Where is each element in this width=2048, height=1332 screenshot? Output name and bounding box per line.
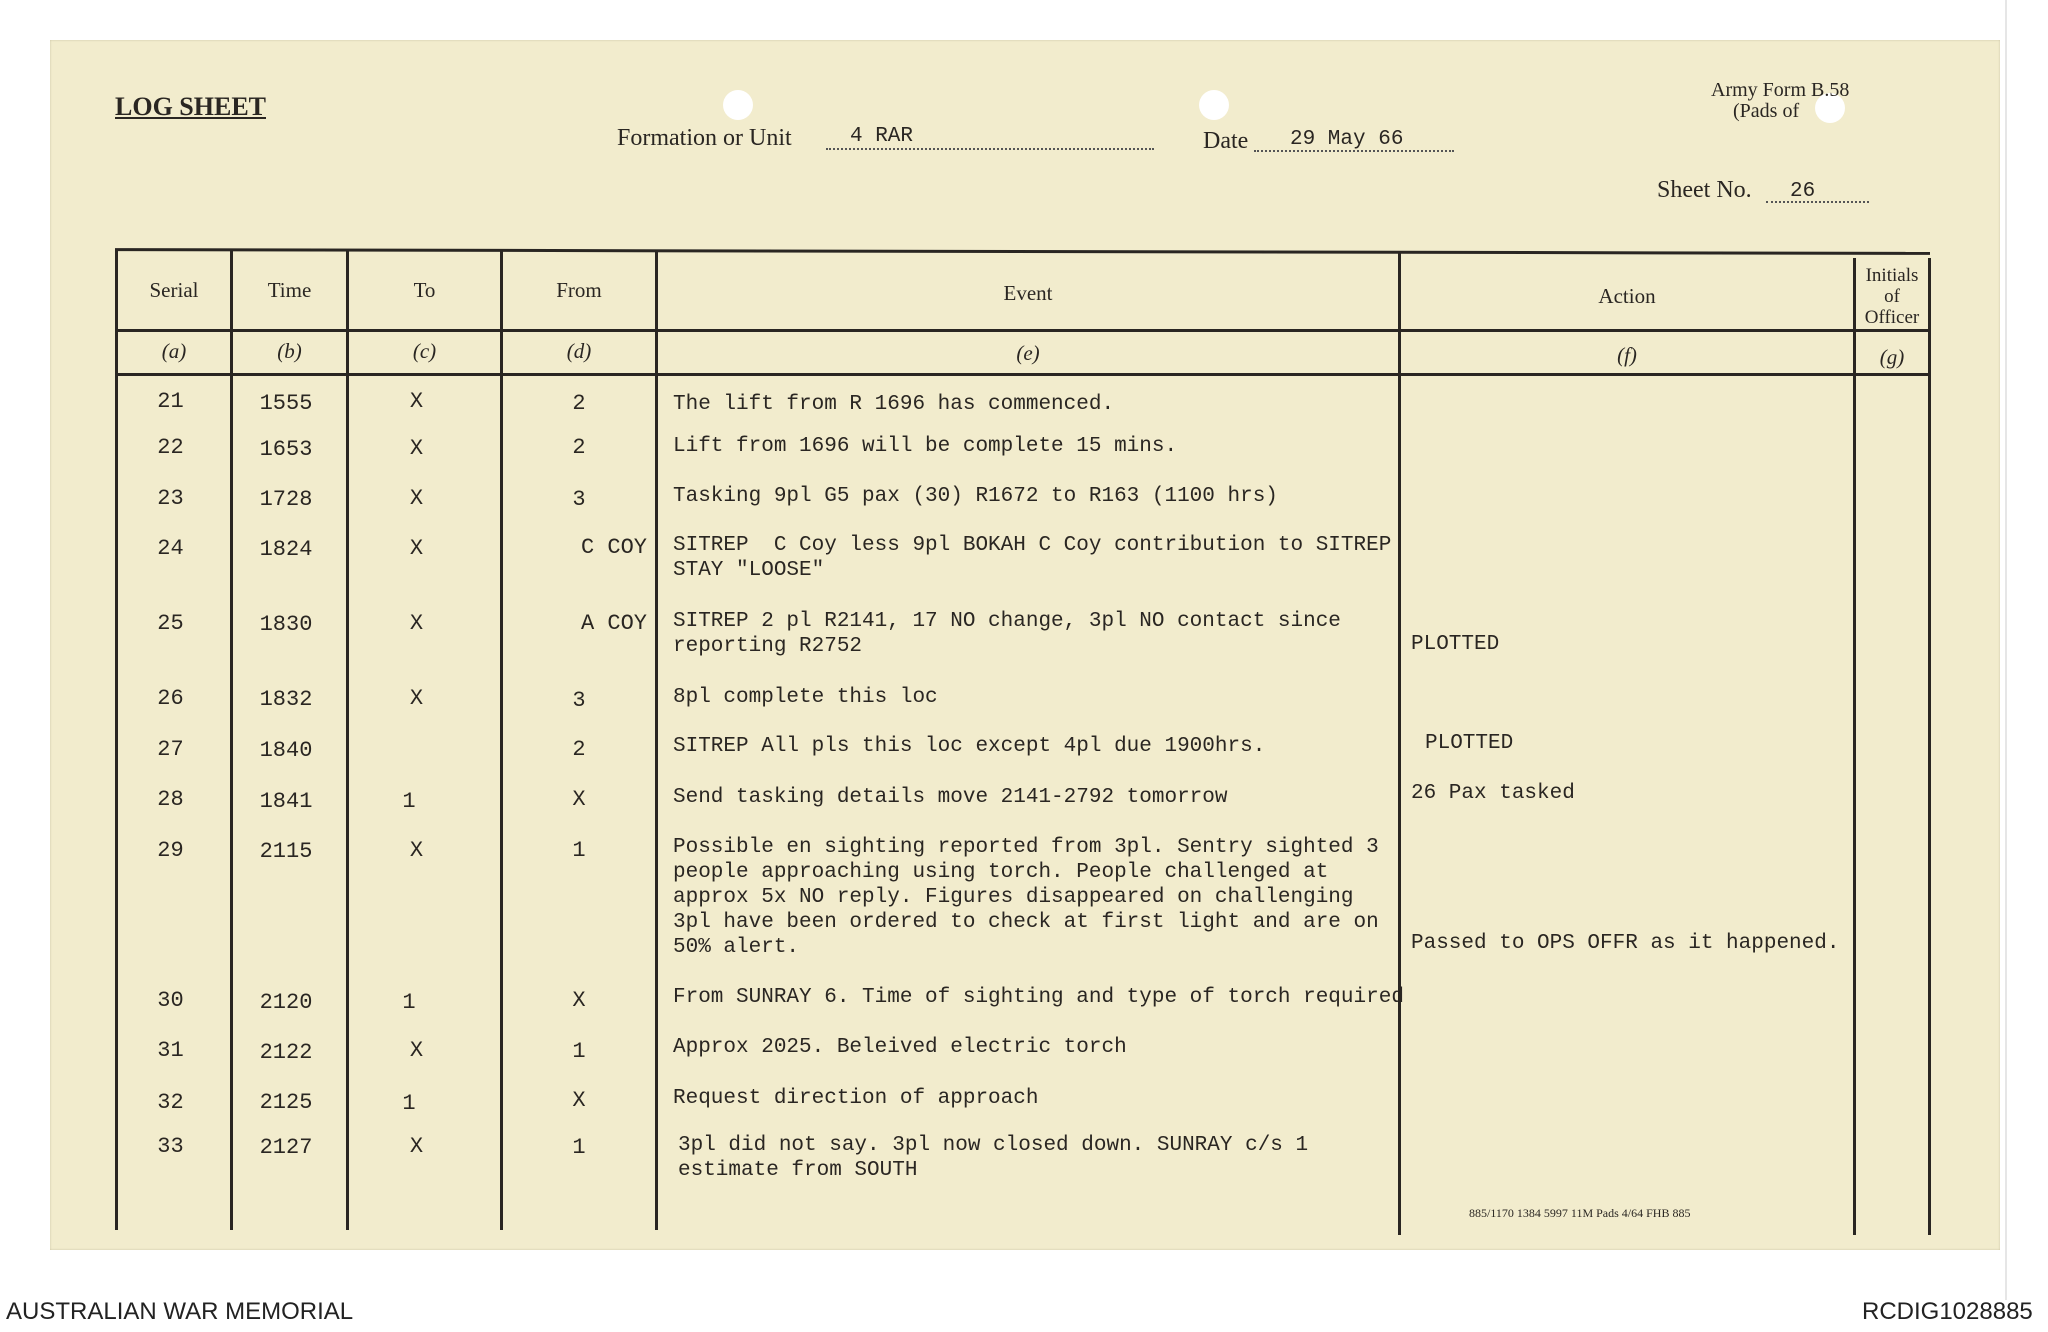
row-33-time: 2127 xyxy=(259,1135,313,1160)
row-21-event: The lift from R 1696 has commenced. xyxy=(673,393,1115,416)
table-header-rule xyxy=(115,329,1930,332)
row-30-time: 2120 xyxy=(259,990,313,1015)
row-27-from: 2 xyxy=(572,737,586,762)
row-30-to: 1 xyxy=(402,990,416,1015)
col-header-to: To xyxy=(413,278,436,302)
row-25-serial: 25 xyxy=(157,611,184,636)
form-title: LOG SHEET xyxy=(115,92,266,121)
row-23-from: 3 xyxy=(572,487,586,512)
row-30-from: X xyxy=(572,988,586,1013)
row-23-time: 1728 xyxy=(259,487,313,512)
row-27-event: SITREP All pls this loc except 4pl due 1900hrs. xyxy=(673,735,1266,758)
col-rule-5 xyxy=(1398,253,1401,1235)
pads-of-label: (Pads of xyxy=(1733,100,1800,122)
row-28-time: 1841 xyxy=(259,789,313,814)
row-21-to: X xyxy=(409,389,424,414)
row-32-serial: 32 xyxy=(157,1090,184,1115)
row-29-action: Passed to OPS OFFR as it happened. xyxy=(1411,932,1840,955)
row-25-time: 1830 xyxy=(259,612,313,637)
col-header-action: Action xyxy=(1598,284,1656,308)
formation-underline xyxy=(826,148,1154,150)
row-27-action: PLOTTED xyxy=(1425,732,1514,755)
row-24-serial: 24 xyxy=(157,536,184,561)
col-sub-f: (f) xyxy=(1617,343,1637,367)
row-26-time: 1832 xyxy=(259,687,313,712)
col-rule-6 xyxy=(1853,258,1856,1235)
col-header-serial: Serial xyxy=(149,278,199,302)
col-sub-e: (e) xyxy=(1016,341,1040,365)
row-32-to: 1 xyxy=(402,1091,416,1116)
col-header-time: Time xyxy=(267,278,312,302)
row-31-to: X xyxy=(409,1038,424,1063)
formation-value: 4 RAR xyxy=(850,125,914,148)
row-33-from: 1 xyxy=(572,1135,586,1160)
sheet-label: Sheet No. xyxy=(1657,177,1752,203)
footer-id: RCDIG1028885 xyxy=(1862,1298,2033,1325)
row-22-time: 1653 xyxy=(259,437,313,462)
row-23-serial: 23 xyxy=(157,486,184,511)
row-23-to: X xyxy=(409,486,424,511)
row-21-serial: 21 xyxy=(157,389,184,414)
row-25-to: X xyxy=(409,611,424,636)
row-32-from: X xyxy=(572,1088,586,1113)
table-subheader-rule xyxy=(115,373,1930,376)
row-25-action: PLOTTED xyxy=(1411,633,1500,656)
scan-edge xyxy=(2005,0,2007,1300)
col-sub-g: (g) xyxy=(1879,345,1905,369)
row-28-event: Send tasking details move 2141-2792 tomorrow xyxy=(673,786,1228,809)
row-27-serial: 27 xyxy=(157,737,184,762)
row-24-from: C COY xyxy=(580,535,647,560)
row-29-serial: 29 xyxy=(157,838,184,863)
row-22-from: 2 xyxy=(572,435,586,460)
row-24-event: SITREP C Coy less 9pl BOKAH C Coy contribution to SITREP STAY "LOOSE" xyxy=(673,534,1392,582)
row-28-from: X xyxy=(572,787,586,812)
row-28-to: 1 xyxy=(402,789,416,814)
date-value: 29 May 66 xyxy=(1290,128,1404,151)
row-24-to: X xyxy=(409,536,424,561)
sheet-value: 26 xyxy=(1790,180,1816,203)
date-label: Date xyxy=(1203,128,1249,154)
sheet-underline xyxy=(1766,201,1869,203)
print-code: 885/1170 1384 5997 11M Pads 4/64 FHB 885 xyxy=(1469,1206,1691,1220)
row-22-to: X xyxy=(409,436,424,461)
row-28-serial: 28 xyxy=(157,787,184,812)
col-header-event: Event xyxy=(1003,281,1053,305)
row-24-time: 1824 xyxy=(259,537,313,562)
row-29-from: 1 xyxy=(572,838,586,863)
row-31-time: 2122 xyxy=(259,1040,313,1065)
punch-hole-middle xyxy=(1199,90,1229,120)
row-27-time: 1840 xyxy=(259,738,313,763)
col-sub-d: (d) xyxy=(566,339,592,363)
row-22-event: Lift from 1696 will be complete 15 mins. xyxy=(673,435,1178,458)
col-header-from: From xyxy=(556,278,602,302)
row-21-time: 1555 xyxy=(259,391,313,416)
footer-source: AUSTRALIAN WAR MEMORIAL xyxy=(6,1298,354,1325)
row-29-event: Possible en sighting reported from 3pl. Sentry sighted 3 people approaching using torch. People challenged at approx 5x NO reply. Figures disappeared on challenging 3pl have been ordered to check at first light and are on 50% alert. xyxy=(673,836,1379,959)
punch-hole-left xyxy=(723,90,753,120)
row-22-serial: 22 xyxy=(157,435,184,460)
row-25-event: SITREP 2 pl R2141, 17 NO change, 3pl NO contact since reporting R2752 xyxy=(673,610,1341,658)
row-32-time: 2125 xyxy=(259,1090,313,1115)
row-28-action: 26 Pax tasked xyxy=(1411,782,1575,805)
col-rule-4 xyxy=(655,250,658,1230)
row-32-event: Request direction of approach xyxy=(673,1087,1039,1110)
row-31-from: 1 xyxy=(572,1039,586,1064)
col-header-initials: Initials of Officer xyxy=(1864,265,1920,328)
formation-label: Formation or Unit xyxy=(617,125,792,151)
row-26-from: 3 xyxy=(572,688,586,713)
row-26-serial: 26 xyxy=(157,686,184,711)
row-29-time: 2115 xyxy=(259,839,313,864)
row-31-serial: 31 xyxy=(157,1038,184,1063)
row-29-to: X xyxy=(409,838,424,863)
row-33-serial: 33 xyxy=(157,1134,184,1159)
row-25-from: A COY xyxy=(580,611,647,636)
row-26-to: X xyxy=(409,686,424,711)
row-23-event: Tasking 9pl G5 pax (30) R1672 to R163 (1100 hrs) xyxy=(673,485,1278,508)
col-rule-1 xyxy=(230,250,233,1230)
col-sub-a: (a) xyxy=(161,339,187,363)
col-sub-c: (c) xyxy=(412,339,437,363)
row-33-event: 3pl did not say. 3pl now closed down. SUNRAY c/s 1 estimate from SOUTH xyxy=(678,1134,1309,1182)
row-33-to: X xyxy=(409,1134,424,1159)
row-21-from: 2 xyxy=(572,391,586,416)
col-rule-7 xyxy=(1928,258,1931,1235)
row-30-event: From SUNRAY 6. Time of sighting and type of torch required xyxy=(673,986,1404,1009)
row-26-event: 8pl complete this loc xyxy=(673,686,938,709)
army-form-label: Army Form B.58 xyxy=(1711,79,1850,101)
row-31-event: Approx 2025. Beleived electric torch xyxy=(673,1036,1127,1059)
row-30-serial: 30 xyxy=(157,988,184,1013)
col-sub-b: (b) xyxy=(277,339,302,363)
